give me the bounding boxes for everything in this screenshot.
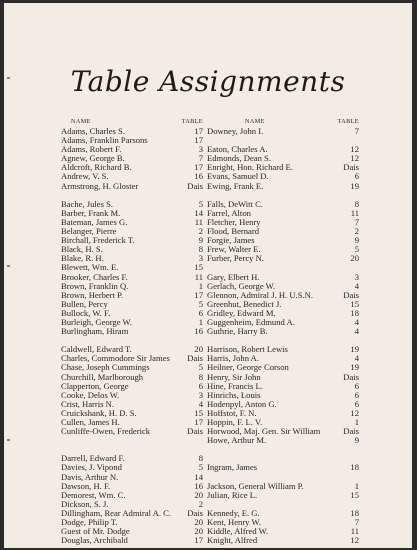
table-number: 7 <box>354 126 359 136</box>
table-number: 5 <box>198 462 203 473</box>
table-number: 20 <box>194 526 203 537</box>
table-number: 4 <box>354 326 359 337</box>
table-number: 14 <box>194 207 203 218</box>
table-number: 9 <box>354 235 359 246</box>
table-number: 5 <box>198 198 203 209</box>
guest-name: Brown, Franklin Q. <box>61 280 129 291</box>
table-number: 1 <box>198 316 203 327</box>
assignment-row <box>61 536 203 545</box>
guest-name: Aldcroft, Richard B. <box>61 162 132 173</box>
binding-mark <box>7 265 10 267</box>
guest-name: Darrell, Edward F. <box>61 453 125 464</box>
assignment-row <box>61 327 203 336</box>
guest-name: Kennedy, E. G. <box>207 507 260 518</box>
guest-name: Dodge, Philip T. <box>61 517 118 528</box>
guest-name: Guggenheim, Edmund A. <box>207 316 295 327</box>
guest-name: Armstrong, H. Gloster <box>61 180 139 191</box>
table-number: 12 <box>350 144 359 155</box>
guest-name: Churchill, Marlborough <box>61 371 144 382</box>
table-number: 8 <box>354 198 359 209</box>
table-number: 15 <box>350 298 359 309</box>
table-number: 19 <box>350 344 359 355</box>
table-number: 20 <box>194 517 203 528</box>
guest-name: Chase, Joseph Cummings <box>61 362 150 373</box>
guest-name: Greenhut, Benedict J. <box>207 298 282 309</box>
guest-name: Dickson, S. J. <box>61 498 109 509</box>
assignment-row <box>207 536 359 545</box>
guest-name: Fletcher, Henry <box>207 216 261 227</box>
table-number: 7 <box>354 216 359 227</box>
table-number: 7 <box>198 153 203 164</box>
guest-name: Knight, Alfred <box>207 535 258 546</box>
table-number: 9 <box>354 435 359 446</box>
guest-name: Bache, Jules S. <box>61 198 114 209</box>
table-number: 3 <box>198 389 203 400</box>
guest-name: Dawson, H. F. <box>61 480 111 491</box>
guest-name: Barber, Frank M. <box>61 207 121 218</box>
guest-name: Ewing, Frank E. <box>207 180 264 191</box>
table-number: 16 <box>194 171 203 182</box>
guest-name: Flood, Bernard <box>207 226 260 237</box>
guest-name: Cooke, Delos W. <box>61 389 120 400</box>
table-number: 6 <box>354 380 359 391</box>
table-number: 1 <box>354 480 359 491</box>
guest-name: Belanger, Pierre <box>61 226 117 237</box>
table-number: 4 <box>354 353 359 364</box>
table-number: 5 <box>198 298 203 309</box>
table-number: Dais <box>343 371 359 382</box>
table-number: 3 <box>354 271 359 282</box>
table-number: 12 <box>350 407 359 418</box>
table-number: 11 <box>194 216 203 227</box>
table-number: 12 <box>350 153 359 164</box>
table-number: Dais <box>187 507 203 518</box>
guest-name: Cullen, James H. <box>61 417 120 427</box>
table-number: 8 <box>198 244 203 255</box>
guest-name: Edmonds, Dean S. <box>207 153 271 164</box>
table-number: 12 <box>350 535 359 546</box>
table-number: 15 <box>350 489 359 500</box>
guest-name: Dillingham, Rear Admiral A. C. <box>61 507 172 518</box>
table-number: 6 <box>198 380 203 391</box>
table-number: 11 <box>194 271 203 282</box>
guest-name: Hoffstot, F. N. <box>207 407 257 418</box>
guest-name: Frew, Walter E. <box>207 244 261 255</box>
table-number: 20 <box>194 489 203 500</box>
assignment-row <box>61 182 203 191</box>
guest-name: Julian, Rice L. <box>207 489 258 500</box>
guest-name: Davis, Arthur N. <box>61 471 119 482</box>
document-page <box>4 3 412 548</box>
table-number: 6 <box>354 171 359 182</box>
table-number: 14 <box>194 471 203 482</box>
assignment-row <box>61 427 203 436</box>
table-header: TABLE <box>181 118 203 125</box>
binding-mark <box>7 439 10 441</box>
guest-name: Kiddle, Alfred W. <box>207 526 269 537</box>
guest-name: Ingram, James <box>207 462 258 473</box>
table-number: 17 <box>194 535 203 546</box>
table-number: 3 <box>198 144 203 155</box>
assignment-row <box>207 463 359 472</box>
table-number: 19 <box>350 362 359 373</box>
name-header: NAME <box>71 118 91 125</box>
table-number: 5 <box>354 244 359 255</box>
guest-name: Bateman, James G. <box>61 216 128 227</box>
guest-name: Clapperton, George <box>61 380 129 391</box>
table-number: 7 <box>354 517 359 528</box>
table-number: 20 <box>350 253 359 264</box>
assignment-row <box>207 445 359 454</box>
table-number: 16 <box>194 326 203 337</box>
table-number: 17 <box>194 417 203 427</box>
table-number: 15 <box>194 407 203 418</box>
table-number: 1 <box>198 280 203 291</box>
guest-name: Guthrie, Harry B. <box>207 326 268 337</box>
assignment-row <box>207 182 359 191</box>
table-number: 16 <box>194 480 203 491</box>
table-number: 5 <box>198 362 203 373</box>
guest-name: Horwood, Maj. Gen. Sir William <box>207 426 321 437</box>
table-number: Dais <box>187 353 203 364</box>
table-number: Dais <box>187 180 203 191</box>
table-number: Dais <box>343 289 359 300</box>
guest-name: Kent, Henry W. <box>207 517 261 528</box>
name-header: NAME <box>245 118 265 125</box>
table-number: 17 <box>194 162 203 173</box>
guest-name: Andrew, V. S. <box>61 171 109 182</box>
guest-name: Bullen, Percy <box>61 298 108 309</box>
guest-name: Hinrichs, Louis <box>207 389 261 400</box>
guest-name: Furber, Percy N. <box>207 253 264 264</box>
guest-name: Eaton, Charles A. <box>207 144 268 155</box>
guest-name: Guest of Mr. Dodge <box>61 526 130 537</box>
guest-name: Forgie, James <box>207 235 255 246</box>
page-title: Table Assignments <box>70 65 346 98</box>
guest-name: Cruickshank, H. D. S. <box>61 407 137 418</box>
guest-name: Davies, J. Vipond <box>61 462 122 473</box>
guest-name: Howe, Arthur M. <box>207 435 267 446</box>
guest-name: Jackson, General William P. <box>207 480 304 491</box>
table-number: 4 <box>198 398 203 409</box>
table-header: TABLE <box>337 118 359 125</box>
guest-name: Adams, Franklin Parsons <box>61 135 148 146</box>
table-number: 6 <box>198 307 203 318</box>
guest-name: Blake, R. H. <box>61 253 104 264</box>
guest-name: Heilner, George Corson <box>207 362 289 373</box>
table-number: 18 <box>350 307 359 318</box>
guest-name: Caldwell, Edward T. <box>61 344 132 355</box>
guest-name: Enright, Hon. Richard E. <box>207 162 293 173</box>
guest-name: Bullock, W. F. <box>61 307 111 318</box>
assignment-row <box>207 254 359 263</box>
assignment-row <box>207 127 359 136</box>
guest-name: Demorest, Wm. C. <box>61 489 126 500</box>
guest-name: Henry, Sir John <box>207 371 261 382</box>
guest-name: Hine, Francis L. <box>207 380 263 391</box>
guest-name: Birchall, Frederick T. <box>61 235 135 246</box>
table-number: 17 <box>194 135 203 146</box>
table-number: 19 <box>350 180 359 191</box>
guest-name: Douglas, Archibald <box>61 535 128 546</box>
table-number: 2 <box>354 226 359 237</box>
table-number: Dais <box>187 426 203 437</box>
table-number: 6 <box>354 398 359 409</box>
guest-name: Farrel, Alton <box>207 207 251 218</box>
guest-name: Harris, John A. <box>207 353 260 364</box>
table-number: 11 <box>350 207 359 218</box>
table-number: Dais <box>343 426 359 437</box>
guest-name: Burlingham, Hiram <box>61 326 129 337</box>
guest-name: Falls, DeWitt C. <box>207 198 263 209</box>
guest-name: Hoppin, F. L. V. <box>207 417 263 427</box>
guest-name: Gridley, Edward M. <box>207 307 276 318</box>
table-number: 18 <box>350 462 359 473</box>
guest-name: Evans, Samuel D. <box>207 171 269 182</box>
guest-name: Harrison, Robert Lewis <box>207 344 288 355</box>
guest-name: Burleigh, George W. <box>61 316 132 327</box>
guest-name: Hodenpyl, Anton G. <box>207 398 277 409</box>
guest-name: Charles, Commodore Sir James <box>61 353 170 364</box>
guest-name: Gary, Elbert H. <box>207 271 260 282</box>
right-column <box>207 117 359 545</box>
guest-name: Adams, Charles S. <box>61 126 125 136</box>
guest-name: Glennon, Admiral J. H. U.S.N. <box>207 289 313 300</box>
table-number: 20 <box>194 344 203 355</box>
table-number: 3 <box>198 253 203 264</box>
guest-name: Gerlach, George W. <box>207 280 276 291</box>
assignment-row <box>207 327 359 336</box>
table-number: 4 <box>354 280 359 291</box>
assignment-row <box>207 491 359 500</box>
guest-name: Agnew, George B. <box>61 153 125 164</box>
guest-name: Blewett, Wm. E. <box>61 262 119 273</box>
table-number: 2 <box>198 226 203 237</box>
table-number: 15 <box>194 262 203 273</box>
table-number: Dais <box>343 162 359 173</box>
table-number: 17 <box>194 289 203 300</box>
table-number: 1 <box>354 417 359 427</box>
left-column <box>61 117 203 545</box>
guest-name: Brown, Herbert P. <box>61 289 124 300</box>
guest-name: Black, H. S. <box>61 244 103 255</box>
table-number: 9 <box>198 235 203 246</box>
guest-name: Brooker, Charles F. <box>61 271 128 282</box>
assignment-row <box>61 436 203 445</box>
table-number: 17 <box>194 126 203 136</box>
table-number: 6 <box>354 389 359 400</box>
table-number: 8 <box>198 371 203 382</box>
table-number: 11 <box>350 526 359 537</box>
table-number: 4 <box>354 316 359 327</box>
guest-name: Crist, Harris N. <box>61 398 114 409</box>
table-number: 2 <box>198 498 203 509</box>
guest-name: Adams, Robert F. <box>61 144 122 155</box>
guest-name: Downey, John I. <box>207 126 264 136</box>
table-number: 18 <box>350 507 359 518</box>
guest-name: Cunliffe-Owen, Frederick <box>61 426 151 437</box>
assignment-row <box>207 436 359 445</box>
table-number: 8 <box>198 453 203 464</box>
